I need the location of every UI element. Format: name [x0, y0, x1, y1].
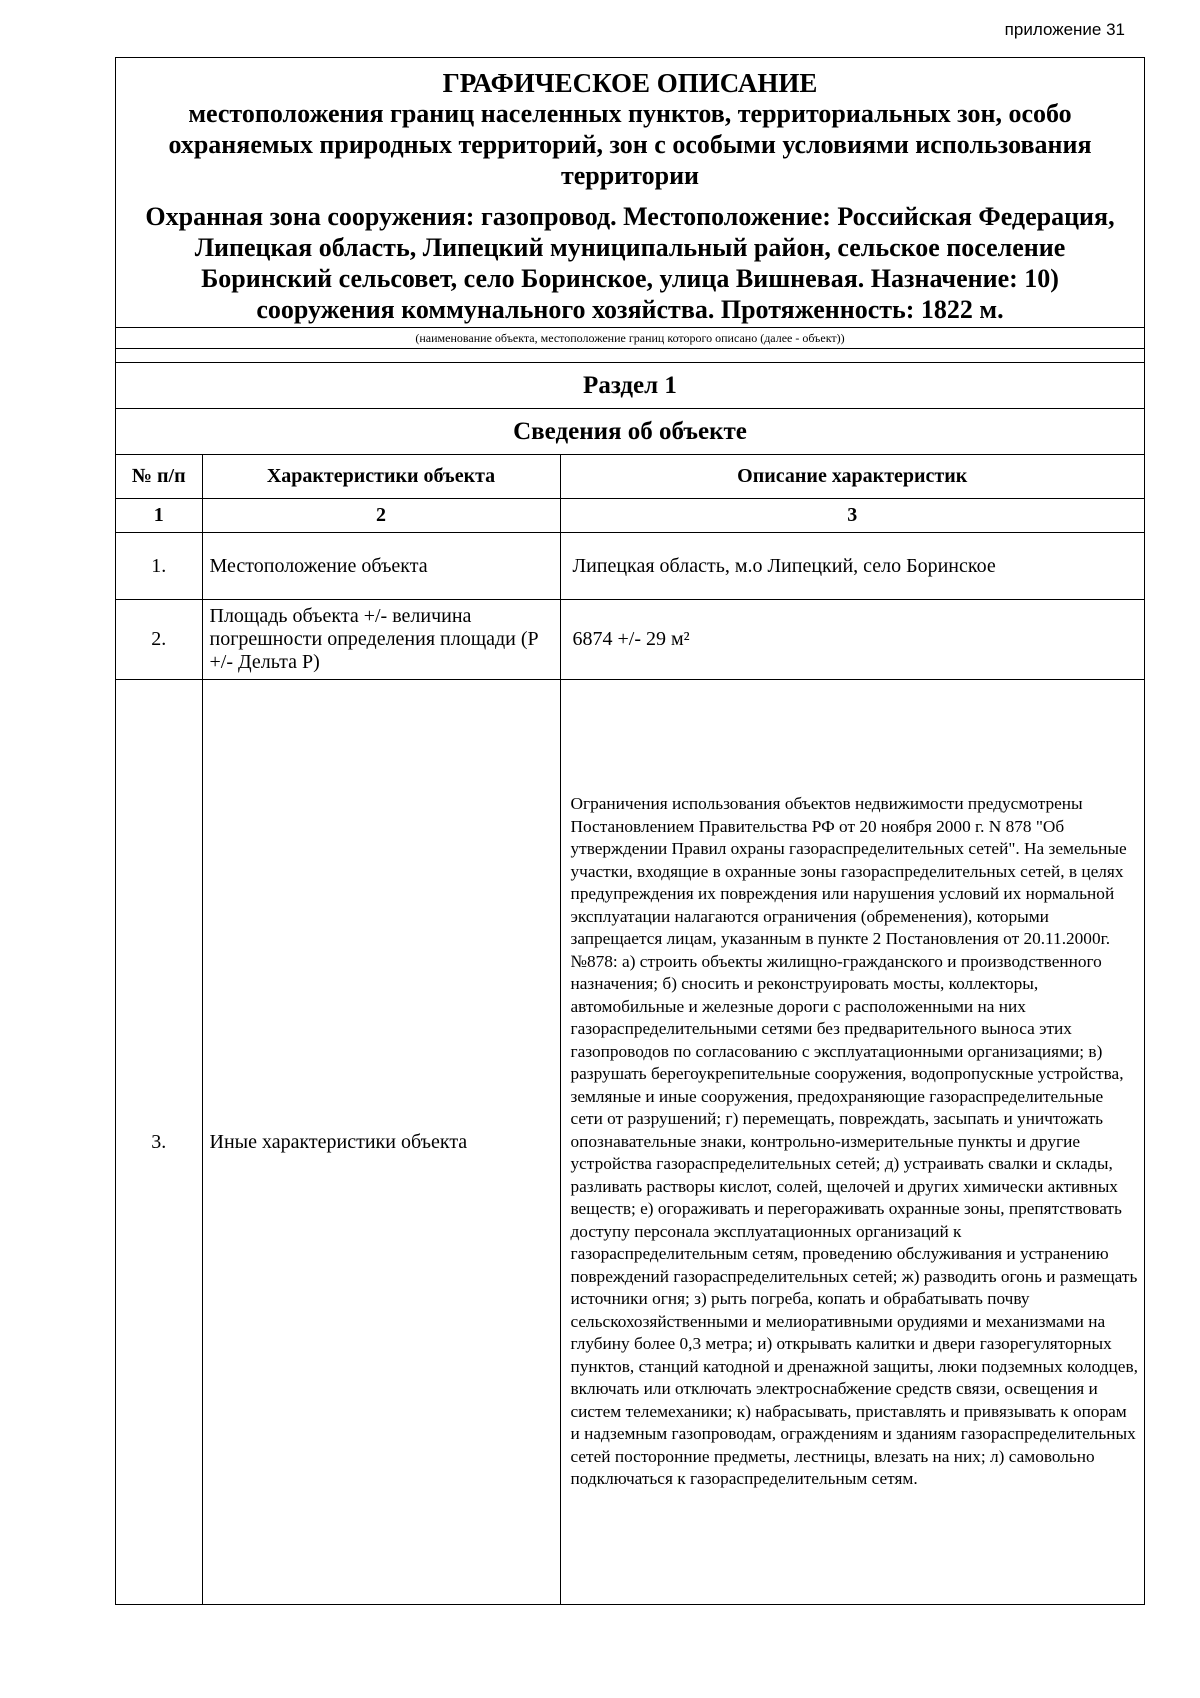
table-row — [116, 533, 1144, 600]
object-name: Охранная зона сооружения: газопровод. Местоположение: Российская Федерация, Липецкая область, Липецкий муниципальный район, сельское поселение Боринский сельсовет, село Боринское, улица Вишневая. Назначение: 10) сооружения коммунального хозяйства. Протяженность: 1822 м. — [145, 202, 1115, 324]
table-header-row — [116, 455, 1144, 499]
object-info-table — [116, 454, 1144, 1604]
row-number: 1. — [116, 533, 202, 600]
column-header: Описание характеристик — [560, 455, 1144, 499]
object-name-note: (наименование объекта, местоположение границ которого описано (далее - объект)) — [116, 327, 1144, 348]
section-label: Раздел 1 — [116, 362, 1144, 408]
section-title: Сведения об объекте — [116, 408, 1144, 454]
row-characteristic: Местоположение объекта — [202, 533, 560, 600]
divider — [116, 348, 1144, 362]
row-description: 6874 +/- 29 м² — [560, 600, 1144, 680]
column-number: 3 — [560, 499, 1144, 533]
row-description: Липецкая область, м.о Липецкий, село Боринское — [560, 533, 1144, 600]
table-row — [116, 600, 1144, 680]
table-row — [116, 680, 1144, 1605]
document-frame — [115, 57, 1145, 1605]
title-block — [116, 58, 1144, 327]
column-number: 1 — [116, 499, 202, 533]
row-number: 3. — [116, 680, 202, 1605]
column-number-row — [116, 499, 1144, 533]
document-subheading: местоположения границ населенных пунктов, территориальных зон, особо охраняемых природных территорий, зон с особыми условиями использования территории — [168, 99, 1092, 190]
column-header: № п/п — [116, 455, 202, 499]
row-description: Ограничения использования объектов недвижимости предусмотрены Постановлением Правительства РФ от 20 ноября 2000 г. N 878 "Об утверждении Правил охраны газораспределительных сетей". На земельные участки, входящие в охранные зоны газораспределительных сетей, в целях предупреждения их повреждения или нарушения условий их нормальной эксплуатации налагаются ограничения (обременения), которыми запрещается лицам, указанным в пункте 2 Постановления от 20.11.2000г. №878: а) строить объекты жилищно-гражданского и производственного назначения; б) сносить и реконструировать мосты, коллекторы, автомобильные и железные дороги с расположенными на них газораспределительными сетями без предварительного выноса этих газопроводов по согласованию с эксплуатационными организациями; в) разрушать берегоукрепительные сооружения, водопропускные устройства, земляные и иные сооружения, предохраняющие газораспределительные сети от разрушений; г) перемещать, повреждать, засыпать и уничтожать опознавательные знаки, контрольно-измерительные пункты и другие устройства газораспределительных сетей; д) устраивать свалки и склады, разливать растворы кислот, солей, щелочей и других химически активных веществ; е) огораживать и перегораживать охранные зоны, препятствовать доступу персонала эксплуатационных организаций к газораспределительным сетям, проведению обслуживания и устранению повреждений газораспределительных сетей; ж) разводить огонь и размещать источники огня; з) рыть погреба, копать и обрабатывать почву сельскохозяйственными и мелиоративными орудиями и механизмами на глубину более 0,3 метра; и) открывать калитки и двери газорегуляторных пунктов, станций катодной и дренажной защиты, люки подземных колодцев, включать или отключать электроснабжение средств связи, освещения и систем телемеханики; к) набрасывать, приставлять и привязывать к опорам и надземным газопроводам, ограждениям и зданиям газораспределительных сетей посторонние предметы, лестницы, влезать на них; л) самовольно подключаться к газораспределительным сетям. — [560, 680, 1144, 1605]
column-number: 2 — [202, 499, 560, 533]
row-characteristic: Площадь объекта +/- величина погрешности определения площади (Р +/- Дельта Р) — [202, 600, 560, 680]
document-heading: ГРАФИЧЕСКОЕ ОПИСАНИЕ — [442, 68, 818, 98]
column-header: Характеристики объекта — [202, 455, 560, 499]
row-number: 2. — [116, 600, 202, 680]
row-characteristic: Иные характеристики объекта — [202, 680, 560, 1605]
appendix-label: приложение 31 — [1004, 20, 1125, 39]
